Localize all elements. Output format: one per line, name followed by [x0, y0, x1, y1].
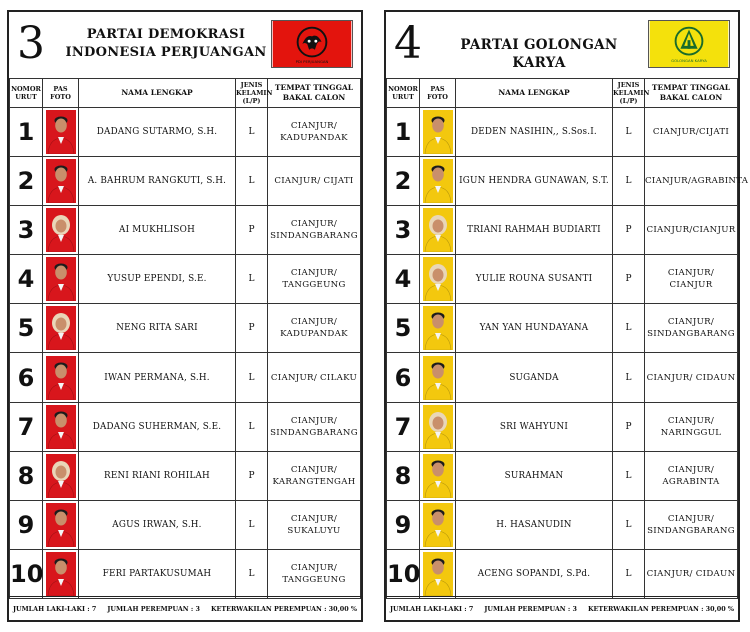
party-name: PARTAI GOLONGAN KARYA [460, 37, 618, 71]
candidate-gender: L [236, 549, 268, 598]
candidate-photo [420, 353, 456, 402]
candidate-number: 7 [387, 402, 420, 451]
female-count: JUMLAH PEREMPUAN : 3 [484, 604, 577, 613]
candidate-residence: CIANJUR/CIANJUR [645, 206, 738, 255]
male-count: JUMLAH LAKI-LAKI : 7 [390, 604, 474, 613]
candidate-number: 1 [10, 108, 43, 157]
candidate-gender: L [613, 108, 645, 157]
female-ratio: KETERWAKILAN PEREMPUAN : 30,00 % [587, 604, 734, 613]
candidate-residence: CIANJUR/ CIDAUN [645, 549, 738, 598]
candidate-photo [43, 304, 79, 353]
candidate-residence: CIANJUR/AGRABINTA [645, 157, 738, 206]
candidate-gender: L [236, 157, 268, 206]
svg-text:PDI PERJUANGAN: PDI PERJUANGAN [295, 59, 329, 65]
candidate-number: 7 [10, 402, 43, 451]
candidate-photo [43, 402, 79, 451]
candidate-gender: P [236, 304, 268, 353]
candidate-photo [420, 206, 456, 255]
candidate-photo [420, 451, 456, 500]
candidate-name: SRI WAHYUNI [456, 402, 613, 451]
candidate-name: AI MUKHLISOH [79, 206, 236, 255]
candidate-gender: L [613, 549, 645, 598]
candidate-photo [420, 157, 456, 206]
candidate-residence: CIANJUR/ SINDANGBARANG [268, 206, 361, 255]
candidate-number: 4 [387, 255, 420, 304]
candidate-residence: CIANJUR/ KARANGTENGAH [268, 451, 361, 500]
male-count: JUMLAH LAKI-LAKI : 7 [13, 604, 97, 613]
candidate-photo [43, 549, 79, 598]
candidate-photo [43, 157, 79, 206]
table-row [387, 157, 738, 206]
table-row [10, 304, 361, 353]
candidate-number: 9 [10, 500, 43, 549]
table-row [10, 500, 361, 549]
table-row [10, 108, 361, 157]
candidate-photo [420, 255, 456, 304]
golkar-logo [648, 20, 730, 68]
party-name: PARTAI DEMOKRASI INDONESIA PERJUANGAN [65, 27, 267, 60]
candidate-gender: P [613, 255, 645, 304]
table-row [10, 549, 361, 598]
col-header-no: NOMOR URUT [387, 79, 420, 108]
candidate-number: 6 [387, 353, 420, 402]
candidate-name: AGUS IRWAN, S.H. [79, 500, 236, 549]
candidate-residence: CIANJUR/ AGRABINTA [645, 451, 738, 500]
candidate-number: 8 [387, 451, 420, 500]
candidate-photo [43, 451, 79, 500]
party-number: 3 [17, 18, 45, 69]
candidate-residence: CIANJUR/ CILAKU [268, 353, 361, 402]
candidate-number: 1 [387, 108, 420, 157]
candidate-name: YUSUP EPENDI, S.E. [79, 255, 236, 304]
table-row [387, 353, 738, 402]
candidate-residence: CIANJUR/ CIDAUN [645, 353, 738, 402]
table-row [387, 108, 738, 157]
candidate-name: RENI RIANI ROHILAH [79, 451, 236, 500]
table-row [387, 500, 738, 549]
summary-footer [386, 596, 738, 620]
party-panel-golkar [384, 10, 749, 622]
candidate-name: TRIANI RAHMAH BUDIARTI [456, 206, 613, 255]
candidate-gender: L [236, 353, 268, 402]
candidate-number: 2 [10, 157, 43, 206]
candidate-residence: CIANJUR/ CIJATI [268, 157, 361, 206]
candidate-table [9, 78, 361, 599]
table-row [10, 157, 361, 206]
candidate-number: 3 [387, 206, 420, 255]
col-header-jk: JENIS KELAMIN (L/P) [236, 79, 268, 108]
candidate-photo [420, 500, 456, 549]
candidate-photo [43, 108, 79, 157]
col-header-jk: JENIS KELAMIN (L/P) [613, 79, 645, 108]
candidate-residence: CIANJUR/ NARINGGUL [645, 402, 738, 451]
female-ratio: KETERWAKILAN PEREMPUAN : 30,00 % [210, 604, 357, 613]
candidate-number: 10 [387, 549, 420, 598]
party-panel-pdip [7, 10, 363, 622]
candidate-name: A. BAHRUM RANGKUTI, S.H. [79, 157, 236, 206]
candidate-gender: L [613, 353, 645, 402]
candidate-residence: CIANJUR/CIJATI [645, 108, 738, 157]
pdip-logo [271, 20, 353, 68]
candidate-residence: CIANJUR/ KADUPANDAK [268, 108, 361, 157]
candidate-gender: L [236, 402, 268, 451]
candidate-gender: L [236, 108, 268, 157]
candidate-number: 4 [10, 255, 43, 304]
summary-footer [9, 596, 361, 620]
candidate-number: 2 [387, 157, 420, 206]
candidate-gender: L [613, 157, 645, 206]
candidate-name: YAN YAN HUNDAYANA [456, 304, 613, 353]
candidate-residence: CIANJUR/ CIANJUR [645, 255, 738, 304]
col-header-foto: PAS FOTO [420, 79, 456, 108]
candidate-name: DADANG SUHERMAN, S.E. [79, 402, 236, 451]
candidate-name: H. HASANUDIN [456, 500, 613, 549]
candidate-number: 9 [387, 500, 420, 549]
party-header [386, 12, 738, 79]
candidate-photo [43, 255, 79, 304]
table-row [10, 451, 361, 500]
candidate-photo [43, 206, 79, 255]
col-header-nama: NAMA LENGKAP [79, 79, 236, 108]
candidate-name: SURAHMAN [456, 451, 613, 500]
candidate-photo [43, 500, 79, 549]
candidate-gender: L [613, 500, 645, 549]
candidate-residence: CIANJUR/ SINDANGBARANG [645, 304, 738, 353]
candidate-name: IGUN HENDRA GUNAWAN, S.T. [456, 157, 613, 206]
candidate-residence: CIANJUR/ SINDANGBARANG [268, 402, 361, 451]
candidate-gender: L [613, 451, 645, 500]
candidate-gender: P [613, 206, 645, 255]
party-header [9, 12, 361, 79]
col-header-tempat: TEMPAT TINGGAL BAKAL CALON [268, 79, 361, 108]
candidate-table [386, 78, 749, 599]
candidate-number: 5 [387, 304, 420, 353]
candidate-name: DADANG SUTARMO, S.H. [79, 108, 236, 157]
svg-text:GOLONGAN KARYA: GOLONGAN KARYA [671, 58, 707, 64]
table-row [387, 255, 738, 304]
col-header-foto: PAS FOTO [43, 79, 79, 108]
candidate-residence: CIANJUR/ KADUPANDAK [268, 304, 361, 353]
table-row [387, 451, 738, 500]
table-row [387, 304, 738, 353]
table-row [387, 402, 738, 451]
candidate-number: 8 [10, 451, 43, 500]
candidate-name: IWAN PERMANA, S.H. [79, 353, 236, 402]
candidate-gender: L [236, 255, 268, 304]
candidate-gender: L [613, 304, 645, 353]
candidate-residence: CIANJUR/ SUKALUYU [268, 500, 361, 549]
candidate-name: SUGANDA [456, 353, 613, 402]
table-row [10, 402, 361, 451]
candidate-number: 5 [10, 304, 43, 353]
table-row [10, 353, 361, 402]
party-number: 4 [394, 18, 422, 69]
candidate-photo [420, 108, 456, 157]
candidate-gender: L [236, 500, 268, 549]
candidate-name: DEDEN NASIHIN,, S.Sos.I. [456, 108, 613, 157]
candidate-photo [420, 549, 456, 598]
candidate-residence: CIANJUR/ TANGGEUNG [268, 255, 361, 304]
candidate-gender: P [236, 206, 268, 255]
candidate-number: 3 [10, 206, 43, 255]
candidate-photo [420, 402, 456, 451]
candidate-number: 10 [10, 549, 43, 598]
candidate-photo [420, 304, 456, 353]
table-row [387, 206, 738, 255]
table-row [387, 549, 738, 598]
candidate-name: FERI PARTAKUSUMAH [79, 549, 236, 598]
candidate-photo [43, 353, 79, 402]
candidate-residence: CIANJUR/ SINDANGBARANG [645, 500, 738, 549]
candidate-name: YULIE ROUNA SUSANTI [456, 255, 613, 304]
col-header-no: NOMOR URUT [10, 79, 43, 108]
candidate-name: NENG RITA SARI [79, 304, 236, 353]
candidate-name: ACENG SOPANDI, S.Pd. [456, 549, 613, 598]
col-header-nama: NAMA LENGKAP [456, 79, 613, 108]
table-row [10, 206, 361, 255]
col-header-tempat: TEMPAT TINGGAL BAKAL CALON [645, 79, 738, 108]
candidate-number: 6 [10, 353, 43, 402]
candidate-gender: P [613, 402, 645, 451]
table-row [10, 255, 361, 304]
female-count: JUMLAH PEREMPUAN : 3 [107, 604, 200, 613]
candidate-residence: CIANJUR/ TANGGEUNG [268, 549, 361, 598]
candidate-gender: P [236, 451, 268, 500]
